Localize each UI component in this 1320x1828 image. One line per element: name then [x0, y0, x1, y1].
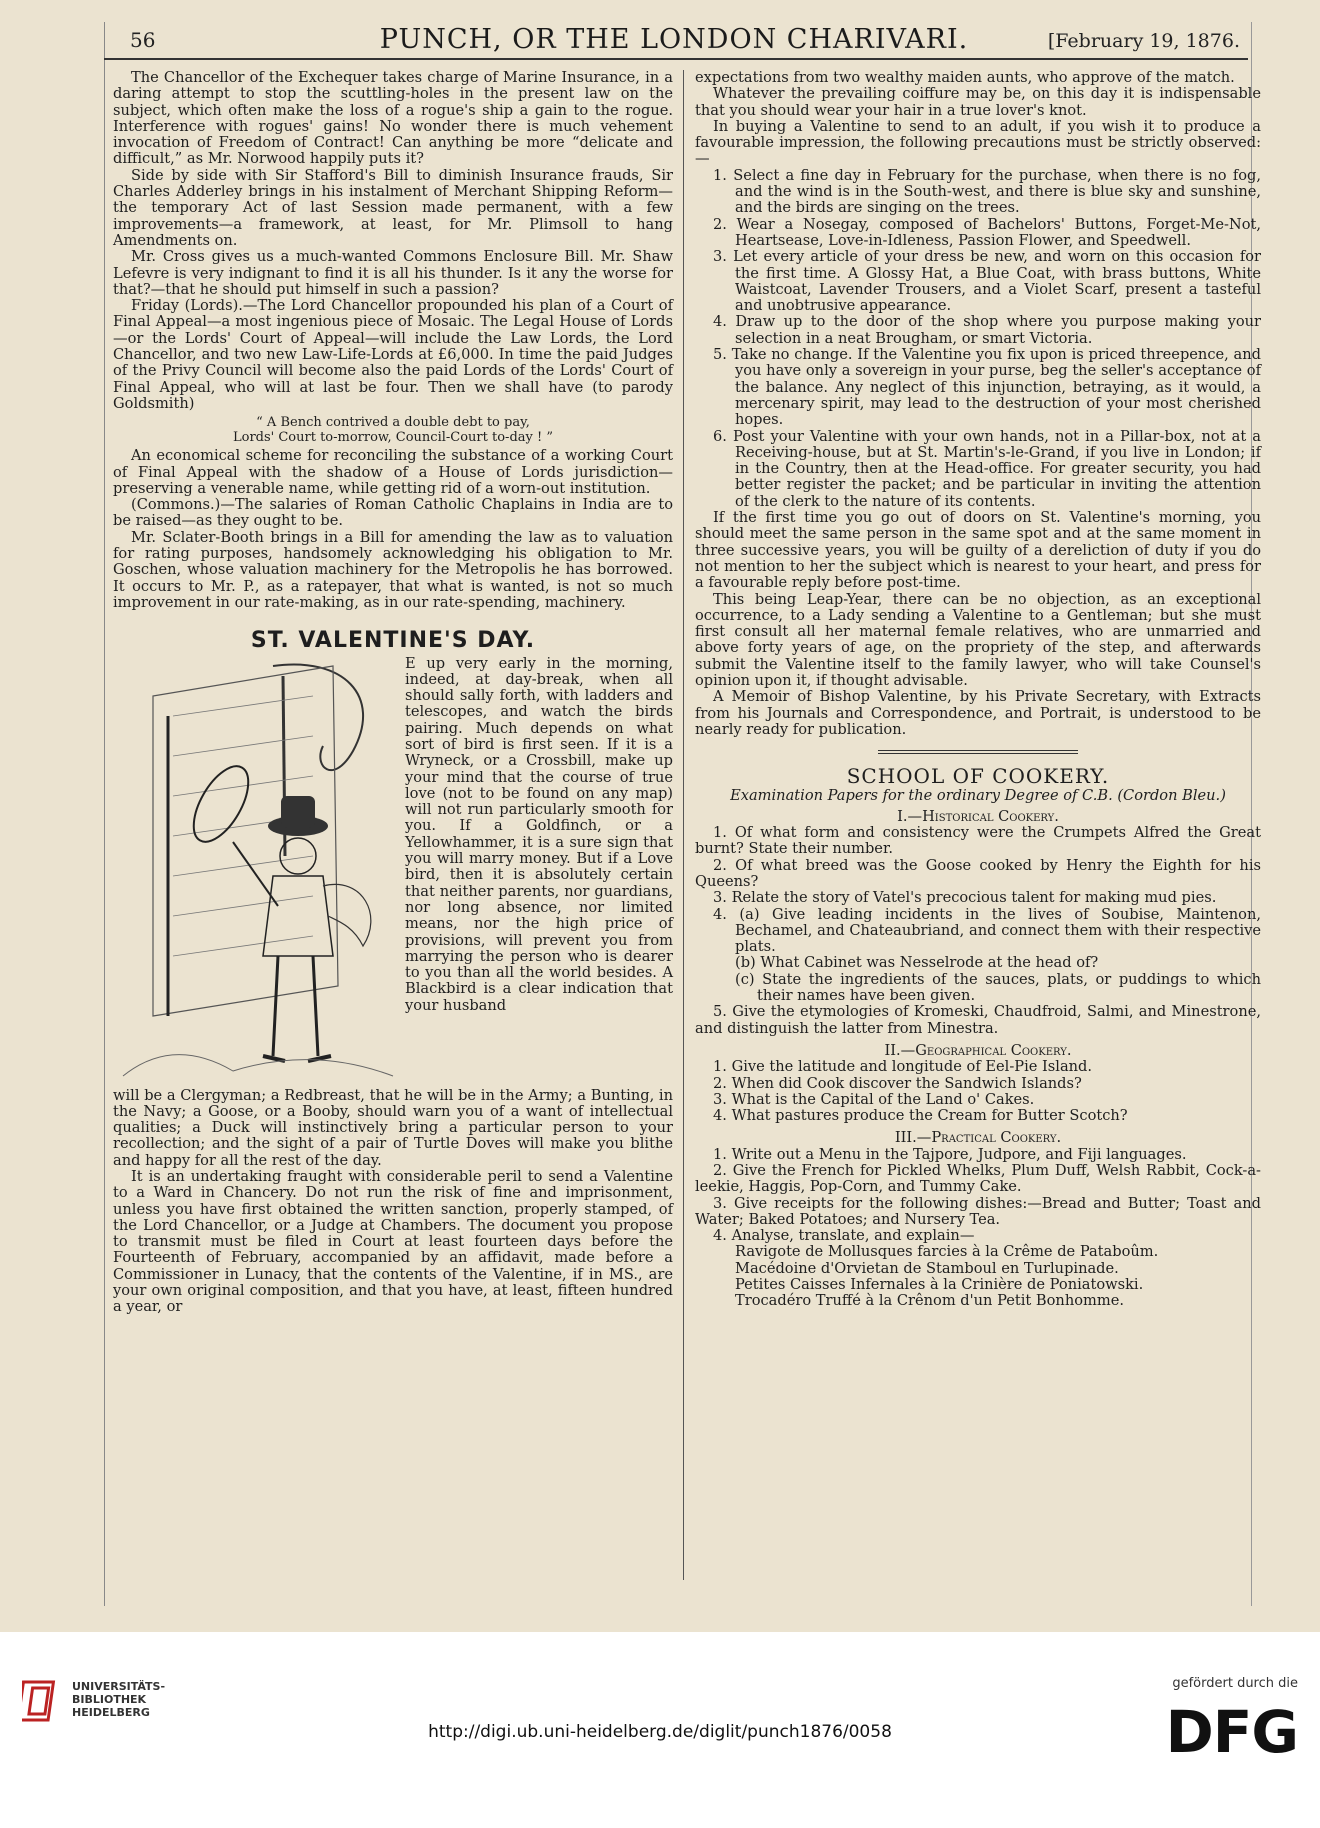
dish-item: Trocadéro Truffé à la Crênom d'un Petit Bonhomme.	[735, 1292, 1124, 1310]
valentine-section	[113, 656, 673, 1088]
section-heading: I.—Historical Cookery.	[897, 807, 1059, 825]
list-item: (b) What Cabinet was Nesselrode at the head of?	[735, 954, 1099, 972]
list-item: 5. Take no change. If the Valentine you fix upon is priced threepence, and you have only a sovereign in your purse, beg the seller's acceptance of the balance. Any neglect of this injunction, betraying, as it would, a mercenary spirit, may lead to the destruction of your most cherished hopes.	[713, 346, 1261, 429]
section-heading: II.—Geographical Cookery.	[884, 1041, 1072, 1059]
list-item: 3. Relate the story of Vatel's precocious talent for making mud pies.	[713, 889, 1217, 907]
list-item: 1. Give the latitude and longitude of Eel-Pie Island.	[713, 1058, 1093, 1076]
university-logo-icon	[22, 1678, 64, 1724]
list-item: 4. What pastures produce the Cream for Butter Scotch?	[713, 1107, 1128, 1125]
list-item: 4. (a) Give leading incidents in the lives of Soubise, Maintenon, Bechamel, and Chateaubriand, and connect them with their respective plats.	[713, 905, 1261, 956]
list-item: 1. Of what form and consistency were the Crumpets Alfred the Great burnt? State their number.	[695, 824, 1261, 858]
list-item: 3. Let every article of your dress be new, and worn on this occasion for the first time. A Glossy Hat, a Blue Coat, with brass buttons, White Waistcoat, Lavender Trousers, and a Violet Scarf, present a tasteful and unobtrusive appearance.	[713, 248, 1261, 315]
paragraph: Mr. Sclater-Booth brings in a Bill for amending the law as to valuation for rating purposes, handsomely acknowledging his obligation to Mr. Goschen, whose valuation machinery for the Metropolis he has borrowed. It occurs to Mr. P., as a ratepayer, that what is wanted, is not so much improvement in our rate-making, as in our rate-spending, machinery.	[113, 528, 673, 611]
dish-item: Macédoine d'Orvietan de Stamboul en Turlupinade.	[735, 1259, 1119, 1277]
list-item: 1. Write out a Menu in the Tajpore, Judpore, and Fiji languages.	[713, 1145, 1187, 1163]
university-name-line: BIBLIOTHEK	[72, 1693, 147, 1706]
left-column	[113, 70, 673, 1316]
section-divider	[878, 750, 1078, 754]
dish-item: Ravigote de Mollusques farcies à la Crême de Pataboûm.	[735, 1243, 1159, 1261]
paragraph: expectations from two wealthy maiden aunts, who approve of the match.	[695, 69, 1235, 86]
paragraph: Mr. Cross gives us a much-wanted Commons Enclosure Bill. Mr. Shaw Lefevre is very indignant to find it is all his thunder. Is it any the worse for that?—that he should put himself in such a passion?	[113, 248, 673, 298]
paragraph: This being Leap-Year, there can be no objection, as an exceptional occurrence, to a Lady sending a Valentine to a Gentleman; but she must first consult all her maternal female relatives, who are unmarried and above forty years of age, on the propriety of the step, and afterwards submit the Valentine itself to the family lawyer, who will take Counsel's opinion upon it, if thought advisable.	[695, 590, 1261, 689]
valentine-illustration	[113, 656, 403, 1088]
list-item: (c) State the ingredients of the sauces, plats, or puddings to which their names have been given.	[735, 970, 1261, 1005]
page-title: PUNCH, OR THE LONDON CHARIVARI.	[379, 24, 969, 55]
paragraph: In buying a Valentine to send to an adult, if you wish it to produce a favourable impression, the following precautions must be strictly observed:—	[695, 117, 1261, 168]
page-number: 56	[130, 28, 156, 52]
list-item: 4. Analyse, translate, and explain—	[713, 1227, 975, 1245]
list-item: 2. Give the French for Pickled Whelks, Plum Duff, Welsh Rabbit, Cock-a-leekie, Haggis, Pop-Corn, and Tummy Cake.	[695, 1162, 1261, 1196]
list-item: 3. Give receipts for the following dishes:—Bread and Butter; Toast and Water; Baked Potatoes; and Nursery Tea.	[695, 1194, 1261, 1228]
header-rule	[104, 58, 1248, 60]
dish-item: Petites Caisses Infernales à la Crinière de Poniatowski.	[735, 1276, 1144, 1294]
verse-quote	[113, 415, 673, 445]
paragraph: An economical scheme for reconciling the substance of a working Court of Final Appeal with the shadow of a House of Lords jurisdiction—preserving a venerable name, while getting rid of a worn-out institution.	[113, 447, 673, 497]
right-column	[695, 70, 1261, 1310]
university-name	[72, 1680, 165, 1719]
column-divider	[683, 70, 684, 1580]
list-item: 2. Wear a Nosegay, composed of Bachelors' Buttons, Forget-Me-Not, Heartsease, Love-in-Idleness, Passion Flower, and Speedwell.	[713, 215, 1261, 249]
valentine-heading: ST. VALENTINE'S DAY.	[250, 628, 536, 654]
section-heading: III.—Practical Cookery.	[894, 1129, 1062, 1147]
issue-date: [February 19, 1876.	[1047, 30, 1240, 52]
verse-line: Lords' Court to-morrow, Council-Court to-day ! ”	[232, 430, 553, 446]
list-item: 5. Give the etymologies of Kromeski, Chaudfroid, Salmi, and Minestrone, and distinguish the latter from Minestra.	[695, 1003, 1261, 1037]
list-item: 3. What is the Capital of the Land o' Cakes.	[713, 1090, 1035, 1108]
page-header	[100, 20, 1248, 60]
valentine-wrapped-text	[405, 656, 673, 1015]
paragraph: Friday (Lords).—The Lord Chancellor propounded his plan of a Court of Final Appeal—a most ingenious piece of Mosaic. The Legal House of Lords—or the Lords' Court of Appeal—will include the Law Lords, the Lord Chancellor, and two new Law-Life-Lords at £6,000. In time the paid Judges of the Privy Council will become also the paid Lords of the Lords' Court of Final Appeal, who will at last be four. Then we shall have (to parody Goldsmith)	[113, 297, 673, 412]
list-item: 4. Draw up to the door of the shop where you purpose making your selection in a neat Brougham, or smart Victoria.	[713, 313, 1261, 347]
list-item: 2. When did Cook discover the Sandwich Islands?	[713, 1074, 1082, 1092]
cookery-heading: SCHOOL OF COOKERY.	[846, 764, 1110, 789]
source-url-link[interactable]: http://digi.ub.uni-heidelberg.de/diglit/punch1876/0058	[428, 1722, 892, 1742]
paragraph: will be a Clergyman; a Redbreast, that he will be in the Army; a Bunting, in the Navy; a Goose, or a Booby, should warn you of a want of intellectual qualities; a Duck will instinctively bring a particular person to your recollection; and the sight of a pair of Turtle Doves will make you blithe and happy for all the rest of the day.	[113, 1086, 673, 1169]
paragraph: Whatever the prevailing coiffure may be, on this day it is indispensable that you should wear your hair in a true lover's knot.	[695, 85, 1261, 119]
university-name-line: UNIVERSITÄTS-	[72, 1680, 166, 1693]
list-item: 6. Post your Valentine with your own hands, not in a Pillar-box, not at a Receiving-house, but at St. Martin's-le-Grand, if you live in London; if in the Country, then at the Head-office. For greater security, you had better register the packet; and be particular in inviting the attention of the clerk to the nature of its contents.	[713, 427, 1261, 510]
paragraph: A Memoir of Bishop Valentine, by his Private Secretary, with Extracts from his Journals and Correspondence, and Portrait, is understood to be nearly ready for publication.	[695, 688, 1261, 738]
dfg-logo: DFG	[1165, 1698, 1298, 1766]
paragraph: If the first time you go out of doors on St. Valentine's morning, you should meet the same person in the same spot and at the same moment in three successive years, you will be guilty of a dereliction of duty if you do not mention to her the subject which is nearest to your heart, and press for a favourable reply before post-time.	[695, 509, 1261, 592]
paragraph: Side by side with Sir Stafford's Bill to diminish Insurance frauds, Sir Charles Adderley brings in his instalment of Merchant Shipping Reform—the temporary Act of last Session made permanent, with a few improvements—a framework, at least, for Mr. Plimsoll to hang Amendments on.	[113, 166, 673, 249]
list-item: 2. Of what breed was the Goose cooked by Henry the Eighth for his Queens?	[695, 856, 1261, 890]
cookery-subtitle: Examination Papers for the ordinary Degree of C.B. (Cordon Bleu.)	[730, 787, 1226, 805]
list-item: 1. Select a fine day in February for the purchase, when there is no fog, and the wind is in the South-west, and there is blue sky and sunshine, and the birds are singing on the trees.	[713, 166, 1261, 217]
university-name-line: HEIDELBERG	[72, 1706, 150, 1719]
verse-line: “ A Bench contrived a double debt to pay,	[256, 415, 530, 431]
paragraph: It is an undertaking fraught with considerable peril to send a Valentine to a Ward in Chancery. Do not run the risk of fine and imprisonment, unless you have first obtained the written sanction, properly stamped, of the Lord Chancellor, or a Judge at Chambers. The document you propose to transmit must be filed in Court at least fourteen days before the Fourteenth of February, accompanied by an affidavit, made before a Commissioner in Lunacy, that the contents of the Valentine, if in MS., are your own original composition, and that you have, at least, fifteen hundred a year, or	[113, 1167, 673, 1316]
paragraph: E up very early in the morning, indeed, at day-break, when all should sally forth, with ladders and telescopes, and watch the birds pairing. Much depends on what sort of bird is first seen. If it is a Wryneck, or a Crossbill, make up your mind that the course of true love (not to be found on any map) will not run particularly smooth for you. If a Goldfinch, or a Yellowhammer, it is a sure sign that you will marry money. But if a Love bird, then it is absolutely certain that neither parents, nor guardians, nor long absence, nor limited means, nor the high price of provisions, will prevent you from marrying the person who is dearer to you than all the world besides. A Blackbird is a clear indication that your husband	[405, 654, 673, 1014]
paragraph: (Commons.)—The salaries of Roman Catholic Chaplains in India are to be raised—as they ought to be.	[113, 496, 673, 530]
paragraph: The Chancellor of the Exchequer takes charge of Marine Insurance, in a daring attempt to stop the scuttling-holes in the present law on the subject, which often make the loss of a rogue's ship a gain to the rogue. Interference with rogues' gains! No wonder there is much vehement invocation of Freedom of Contract! Can anything be more “delicate and difficult,” as Mr. Norwood happily puts it?	[113, 69, 673, 168]
funded-by-label: gefördert durch die	[1172, 1676, 1298, 1691]
